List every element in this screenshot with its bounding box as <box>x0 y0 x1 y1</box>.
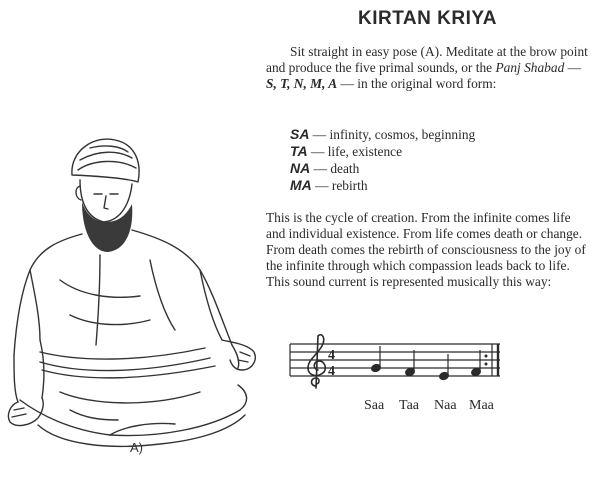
sound-syllable: NA <box>290 160 311 176</box>
figure-label: A) <box>130 440 143 455</box>
sound-syllable: MA <box>290 177 312 193</box>
intro-paragraph <box>266 44 588 92</box>
music-staff <box>288 330 503 392</box>
sound-syllable: TA <box>290 143 308 159</box>
sound-meaning: — death <box>310 161 360 176</box>
intro-dash: — <box>564 60 582 75</box>
sound-item <box>290 143 475 160</box>
meditating-figure-illustration <box>0 130 260 470</box>
repeat-dot-top <box>485 355 488 358</box>
sound-item <box>290 160 475 177</box>
time-signature-top: 4 <box>328 348 335 363</box>
treble-clef-icon <box>308 335 325 388</box>
panj-shabad-term: Panj Shabad <box>495 60 565 75</box>
sound-syllable: SA <box>290 126 310 142</box>
sound-meaning: — life, existence <box>307 144 403 159</box>
page-title: KIRTAN KRIYA <box>358 8 498 29</box>
sound-item <box>290 126 475 143</box>
sound-list <box>290 126 475 194</box>
syllable-maa: Maa <box>469 398 494 413</box>
sound-meaning: — rebirth <box>311 178 368 193</box>
sounds-inline: S, T, N, M, A <box>266 76 338 91</box>
sound-item <box>290 177 475 194</box>
syllable-saa: Saa <box>364 398 385 413</box>
intro-text-before: Sit straight in easy pose (A). Meditate at the brow point and produce the five primal sounds, or the <box>266 44 588 75</box>
syllable-taa: Taa <box>399 398 420 413</box>
intro-text-after: — in the original word form: <box>337 76 497 91</box>
repeat-dot-bottom <box>485 363 488 366</box>
time-signature-bottom: 4 <box>328 364 335 379</box>
sound-meaning: — infinity, cosmos, beginning <box>309 127 476 142</box>
syllable-naa: Naa <box>434 398 457 413</box>
body-paragraph: This is the cycle of creation. From the infinite comes life and individual existence. From life comes death or change. From death comes the rebirth of consciousness to the joy of the infinite through which compassion leads back to life. This sound current is represented musically this way: <box>266 210 586 289</box>
